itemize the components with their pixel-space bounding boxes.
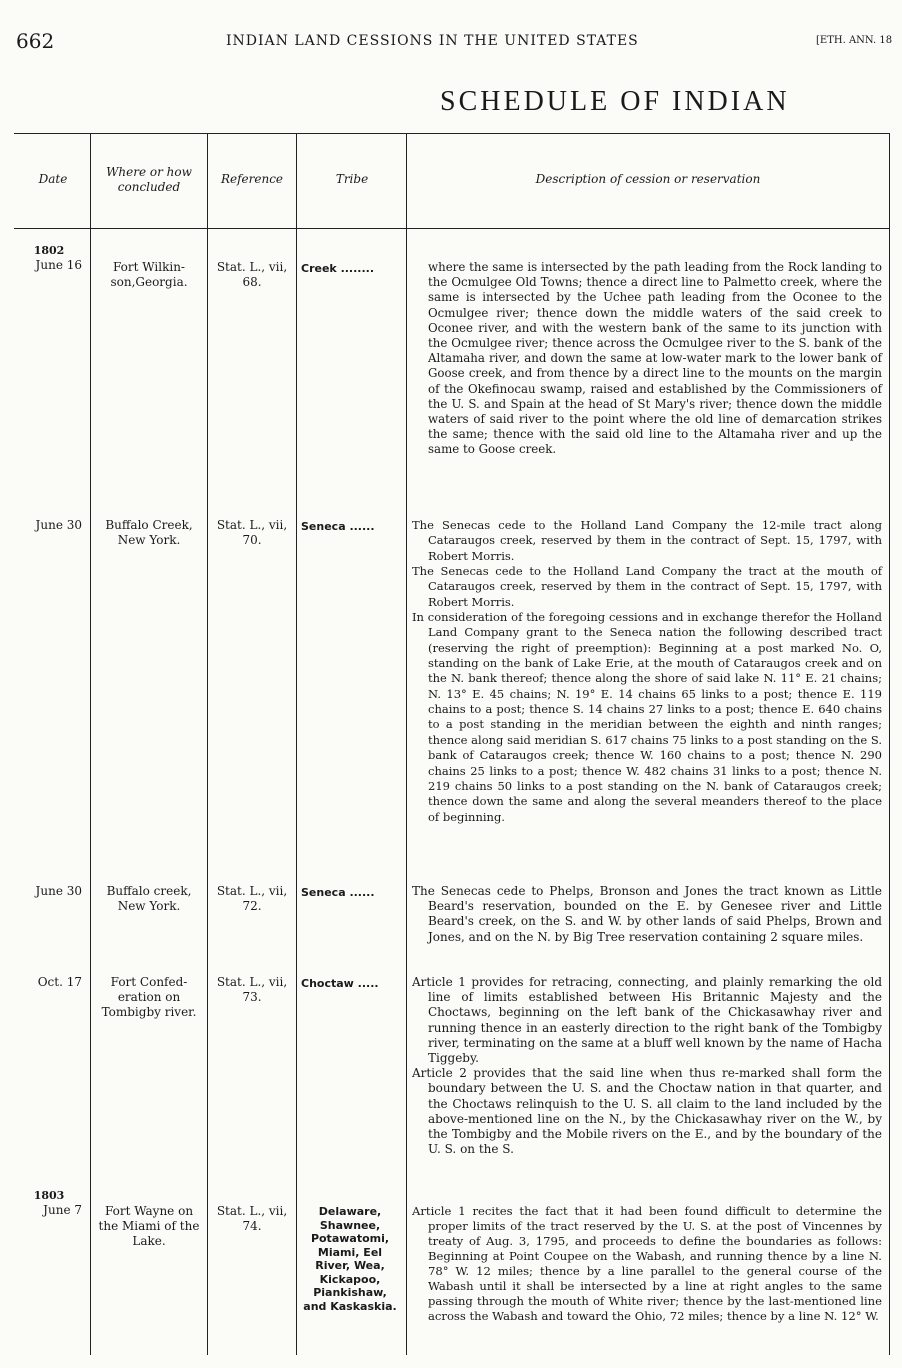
description-paragraph: The Senecas cede to the Holland Land Company the 12-mile tract along Cataraugos creek, reserved by them in the contract of Sept. 15, 1797, with Robert Morris. <box>412 518 882 563</box>
schedule-title: SCHEDULE OF INDIAN <box>440 86 790 117</box>
table-row-reference: Stat. L., vii, 73. <box>216 975 288 1005</box>
column-divider <box>296 133 297 1355</box>
table-row-tribe: Delaware, Shawnee, Potawatomi, Miami, Eel River, Wea, Kickapoo, Piankishaw, and Kaskaskia. <box>303 1205 397 1313</box>
description-paragraph: where the same is intersected by the path leading from the Rock landing to the Ocmulgee Old Towns; thence a direct line to Palmetto creek, where the same is intersected by the Uchee path leading from the Oconee to the Ocmulgee river; thence down the middle waters of the said creek to Oconee river, and with the western bank of the same to its junction with the Ocmulgee river; thence across the Ocmulgee river to the S. bank of the Altamaha river, and down the same at low-water mark to the lower bank of Goose creek, and from thence by a direct line to the mounts on the margin of the Okefinocau swamp, raised and established by the Commissioners of the U. S. and Spain at the head of St Mary's river; thence down the middle waters of said river to the point where the old line of demarcation strikes the same; thence with the said old line to the Altamaha river and up the same to Goose creek. <box>428 260 882 457</box>
table-row-reference: Stat. L., vii, 68. <box>216 260 288 290</box>
header-bottom-rule <box>14 228 890 229</box>
table-row-where: Fort Wayne on the Miami of the Lake. <box>98 1204 200 1248</box>
column-divider <box>90 133 91 1355</box>
table-top-rule <box>14 133 890 134</box>
table-row-where: Fort Confed-eration on Tombigby river. <box>101 975 197 1020</box>
running-tag: [ETH. ANN. 18 <box>816 35 893 46</box>
running-head: INDIAN LAND CESSIONS IN THE UNITED STATES <box>226 33 639 49</box>
year-label: 1803 <box>33 1189 65 1202</box>
description-paragraph: The Senecas cede to Phelps, Bronson and Jones the tract known as Little Beard's reservation, bounded on the E. by Genesee river and Little Beard's creek, on the S. and W. by other lands of said Phelps, Brown and Jones, and on the N. by Big Tree reservation containing 2 square miles. <box>412 884 882 944</box>
description-paragraph: In consideration of the foregoing cessions and in exchange therefor the Holland Land Company grant to the Seneca nation the following described tract (reserving the right of preemption): Beginning at a post marked No. O, standing on the bank of Lake Erie, at the mouth of Cataraugos creek and on the N. bank thereof; thence along the shore of said lake N. 11° E. 21 chains; N. 13° E. 45 chains; N. 19° E. 14 chains 65 links to a post; thence E. 119 chains to a post; thence S. 14 chains 27 links to a post; thence E. 640 chains to a post standing in the meridian between the eighth and ninth ranges; thence along said meridian S. 617 chains 75 links to a post standing on the S. bank of Cataraugos creek; thence W. 160 chains to a post; thence N. 290 chains 25 links to a post; thence W. 482 chains 31 links to a post; thence N. 219 chains 50 links to a post standing on the N. bank of Cataraugos creek; thence down the same and along the several meanders thereof to the place of beginning. <box>412 610 882 824</box>
table-row-description <box>412 975 882 1157</box>
table-row-reference: Stat. L., vii, 72. <box>216 884 288 914</box>
table-row-description <box>412 884 882 945</box>
table-row-description <box>412 1204 882 1324</box>
description-paragraph: Article 1 provides for retracing, connecting, and plainly remarking the old line of limits established between His Britannic Majesty and the Choctaws, beginning on the left bank of the Chickasawhay river and running thence in an easterly direction to the right bank of the Tombigby river, terminating on the same at a bluff well known by the name of Hacha Tiggeby. <box>412 975 882 1066</box>
date-label: June 7 <box>43 1203 82 1218</box>
description-paragraph: The Senecas cede to the Holland Land Company the tract at the mouth of Cataraugos creek, reserved by them in the contract of Sept. 15, 1797, with Robert Morris. <box>412 564 882 609</box>
table-row-date: Oct. 17 <box>37 975 82 989</box>
date-label: June 16 <box>35 258 82 273</box>
table-row-tribe: Seneca ...... <box>301 886 375 899</box>
column-header-tribe: Tribe <box>335 172 369 186</box>
page-number: 662 <box>16 29 55 53</box>
description-paragraph: Article 2 provides that the said line when thus re-marked shall form the boundary between the U. S. and the Choctaw nation in that quarter, and the Choctaws relinquish to the U. S. all claim to the land included by the above-mentioned line on the N., by the Chickasawhay river on the W., by the Tombigby and the Mobile rivers on the E., and by the boundary of the U. S. on the S. <box>412 1066 882 1157</box>
column-header-where: Where or how concluded <box>106 165 192 194</box>
table-row-date <box>16 1188 82 1218</box>
column-header-date: Date <box>38 172 68 186</box>
table-row-description <box>412 518 882 825</box>
description-paragraph: Article 1 recites the fact that it had been found difficult to determine the proper limits of the tract reserved by the U. S. at the post of Vincennes by treaty of Aug. 3, 1795, and proceeds to define the boundaries as follows: Beginning at Point Coupee on the Wabash, and running thence by a line N. 78° W. 12 miles; thence by a line parallel to the general course of the Wabash until it shall be intersected by a line at right angles to the same passing through the mouth of White river; thence by the last-mentioned line across the Wabash and toward the Ohio, 72 miles; thence by a line N. 12° W. <box>412 1204 882 1323</box>
table-row-reference: Stat. L., vii, 70. <box>216 518 288 548</box>
table-row-tribe: Choctaw ..... <box>301 977 379 990</box>
table-row-reference: Stat. L., vii, 74. <box>216 1204 288 1234</box>
table-row-tribe: Creek ........ <box>301 262 374 275</box>
table-row-where: Buffalo creek, New York. <box>106 884 192 914</box>
year-label: 1802 <box>33 244 65 257</box>
column-header-reference: Reference <box>220 172 284 186</box>
table-row-tribe: Seneca ...... <box>301 520 375 533</box>
table-row-date: June 30 <box>35 518 82 532</box>
table-row-description <box>412 260 882 458</box>
table-row-date: June 30 <box>35 884 82 898</box>
column-divider <box>406 133 407 1355</box>
table-right-rule <box>889 133 890 1355</box>
table-row-where: Buffalo Creek, New York. <box>105 518 193 548</box>
table-row-where: Fort Wilkin-son,Georgia. <box>110 260 188 290</box>
column-header-description: Description of cession or reservation <box>535 172 761 186</box>
table-row-date <box>16 243 82 273</box>
column-divider <box>207 133 208 1355</box>
